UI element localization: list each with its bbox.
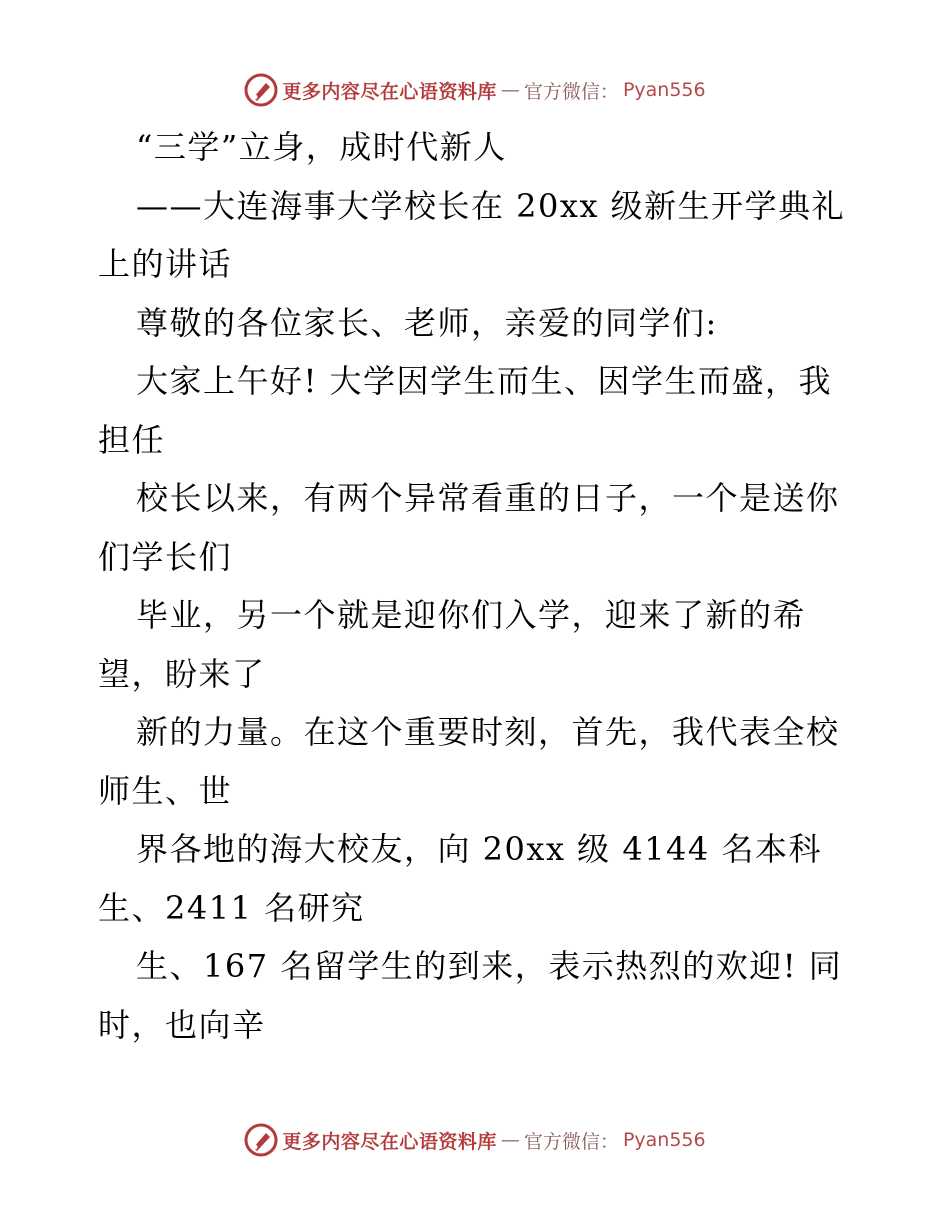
paragraph-line: 担任 [98,420,166,459]
paragraph-line: 毕业，另一个就是迎你们入学，迎来了新的希 [136,596,807,634]
paragraph-line: 新的力量。在这个重要时刻，首先，我代表全校 [136,713,840,751]
title-line: “三学”立身，成时代新人 [136,128,507,166]
pen-logo-icon [244,1123,278,1157]
paragraph-line: 时，也向辛 [98,1005,266,1044]
brand-site-text: 更多内容尽在心语资料库 [282,1130,497,1153]
brand-separator: — [500,1129,520,1151]
paragraph-line: 生、2411 名研究 [98,888,365,927]
brand-site-text: 更多内容尽在心语资料库 [282,80,497,103]
brand-wechat-label: 官方微信： [523,1130,619,1153]
brand-wechat-id: Pyan556 [622,1129,706,1151]
paragraph-line: 望，盼来了 [98,654,266,693]
pen-logo-icon [244,73,278,107]
document-body [98,118,858,1054]
paragraph-line: 大家上午好! 大学因学生而生、因学生而盛，我 [136,362,833,400]
footer-watermark [0,1120,950,1160]
header-watermark [0,70,950,110]
paragraph-line: 师生、世 [98,771,233,810]
paragraph-line: 生、167 名留学生的到来，表示热烈的欢迎! 同 [136,947,843,985]
brand [244,73,705,107]
subtitle-line: ——大连海事大学校长在 20xx 级新生开学典礼 [136,186,846,225]
brand-wechat-id: Pyan556 [622,79,706,101]
paragraph-line: 们学长们 [98,537,233,576]
brand-wechat-label: 官方微信： [523,80,619,103]
paragraph-line: 校长以来，有两个异常看重的日子，一个是送你 [136,479,840,517]
brand [244,1123,705,1157]
subtitle-line-cont: 上的讲话 [98,245,233,283]
paragraph-line: 界各地的海大校友，向 20xx 级 4144 名本科 [136,830,822,868]
salutation-line: 尊敬的各位家长、老师，亲爱的同学们: [136,303,718,342]
brand-separator: — [500,79,520,101]
